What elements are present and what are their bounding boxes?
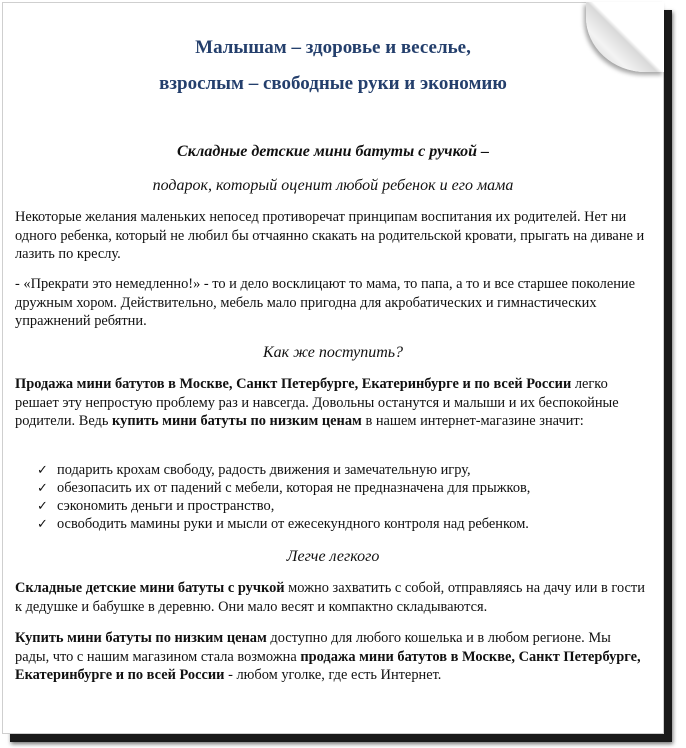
section2-text-3: - любом уголке, где есть Интернет. [224,667,442,683]
bold-buy-phrase-2: Купить мини батуты по низким ценам [15,630,267,646]
list-item [37,515,637,533]
list-item [37,497,637,515]
section1-text-1: легко решает эту непростую проблему раз и навсегда. Довольны останутся и малыши и их беспокойные родители. Ведь [15,376,619,429]
intro-paragraph-2: - «Прекрати это немедленно!» - то и дело восклицают то мама, то папа, а то и все старшее поколение дружным хором. Действительно, мебель мало пригодна для акробатических и гимнастических упражнений ребятни. [15,276,635,329]
subtitle-line-2: подарок, который оценит любой ребенок и его мама [152,177,514,194]
heading-line-2: взрослым – свободные руки и экономию [159,73,507,94]
check-icon: ✓ [37,462,48,477]
section2-text-1: можно захватить с собой, отправляясь на дачу или в гости к дедушке и бабушке в деревню. Они мало весят и компактно складываются. [15,580,645,615]
bold-sale-phrase-2: продажа мини батутов в Москве, Санкт Петербурге, Екатеринбурге и по всей России [15,648,641,683]
check-icon: ✓ [37,480,48,495]
document-page [2,2,664,734]
section1-text-2: в нашем интернет-магазине значит: [361,413,584,429]
check-icon: ✓ [37,498,48,513]
list-item-text: сэкономить деньги и пространство, [57,498,275,514]
bold-buy-phrase: купить мини батуты по низким ценам [112,413,362,429]
bold-trampoline-phrase: Складные детские мини батуты с ручкой [15,580,285,596]
list-item [37,479,637,497]
section2-paragraph-2 [15,629,647,685]
section-title-how: Как же поступить? [262,344,404,361]
list-item-text: освободить мамины руки и мысли от ежесекундного контроля над ребенком. [57,516,529,532]
check-icon: ✓ [37,516,48,531]
list-item-text: обезопасить их от падений с мебели, которая не предназначена для прыжков, [57,480,531,496]
benefits-list [37,461,637,533]
subtitle-line-1: Складные детские мини батуты с ручкой – [177,143,489,160]
list-item [37,461,637,479]
section2-text-2: доступно для любого кошелька и в любом регионе. Мы рады, что с нашим магазином стала возможна [15,630,611,665]
intro-paragraph-1: Некоторые желания маленьких непосед противоречат принципам воспитания их родителей. Нет ни одного ребенка, который не любил бы отчаянно скакать на родительской кровати, прыгать на диване и лазить по креслу. [15,209,645,262]
list-item-text: подарить крохам свободу, радость движения и замечательную игру, [57,462,471,478]
section1-paragraph [15,375,647,431]
section2-paragraph-1 [15,579,647,616]
heading-line-1: Малышам – здоровье и веселье, [195,37,471,58]
section-title-easy: Легче легкого [286,548,380,565]
bold-sale-phrase: Продажа мини батутов в Москве, Санкт Петербурге, Екатеринбурге и по всей России [15,376,572,392]
